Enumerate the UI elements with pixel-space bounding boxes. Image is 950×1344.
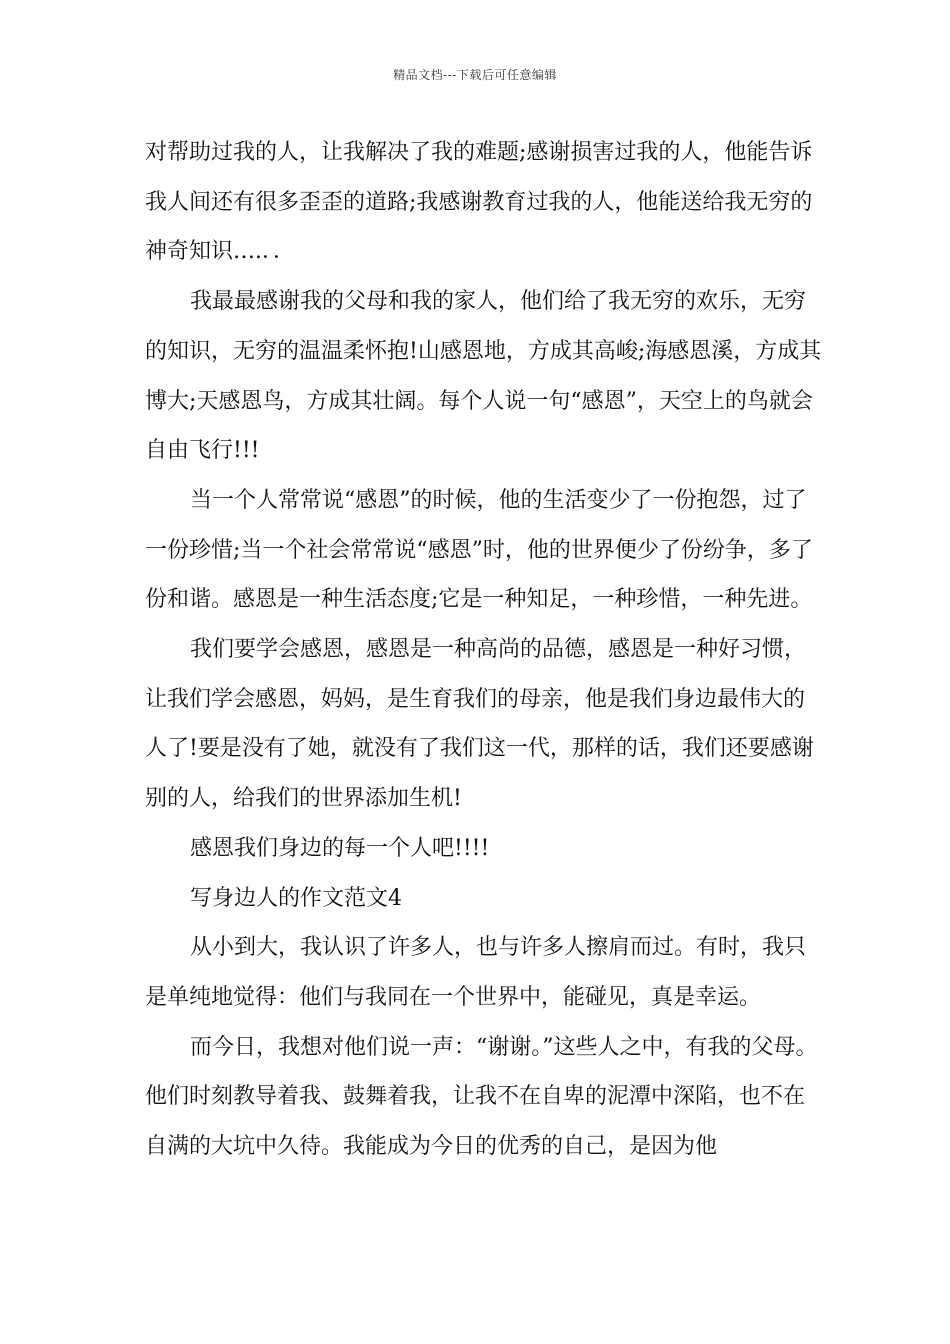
- document-header: 精品文档---下载后可任意编辑: [393, 68, 557, 82]
- paragraph: 从小到大，我认识了许多人，也与许多人擦肩而过。有时，我只是单纯地觉得：他们与我同在一个世界中，能碰见，真是幸运。: [145, 935, 807, 1010]
- paragraph: 感恩我们身边的每一个人吧!!!!: [190, 835, 490, 861]
- section-heading: 写身边人的作文范文4: [190, 885, 402, 911]
- paragraph: 我们要学会感恩，感恩是一种高尚的品德，感恩是一种好习惯，让我们学会感恩，妈妈，是生育我们的母亲，他是我们身边最伟大的人了!要是没有了她，就没有了我们这一代，那样的话，我们还要感谢别的人，给我们的世界添加生机!: [145, 637, 814, 812]
- paragraph: 而今日，我想对他们说一声：“谢谢。”这些人之中，有我的父母。他们时刻教导着我、鼓舞着我，让我不在自卑的泥潭中深陷，也不在自满的大坑中久待。我能成为今日的优秀的自己，是因为他: [145, 1034, 818, 1160]
- paragraph: 当一个人常常说“感恩”的时候，他的生活变少了一份抱怨，过了一份珍惜;当一个社会常常说“感恩”时，他的世界便少了份纷争，多了份和谐。感恩是一种生活态度;它是一种知足，一种珍惜，一种先进。: [145, 487, 813, 613]
- paragraph-continuation: 对帮助过我的人，让我解决了我的难题;感谢损害过我的人，他能告诉我人间还有很多歪歪的道路;我感谢教育过我的人，他能送给我无穷的神奇知识….．．: [145, 140, 813, 265]
- document-body: [145, 128, 825, 1172]
- paragraph: 我最最感谢我的父母和我的家人，他们给了我无穷的欢乐，无穷的知识，无穷的温温柔怀抱!山感恩地，方成其高峻;海感恩溪，方成其博大;天感恩鸟，方成其壮阔。每个人说一句“感恩”，天空上的鸟就会自由飞行!!!: [145, 289, 822, 464]
